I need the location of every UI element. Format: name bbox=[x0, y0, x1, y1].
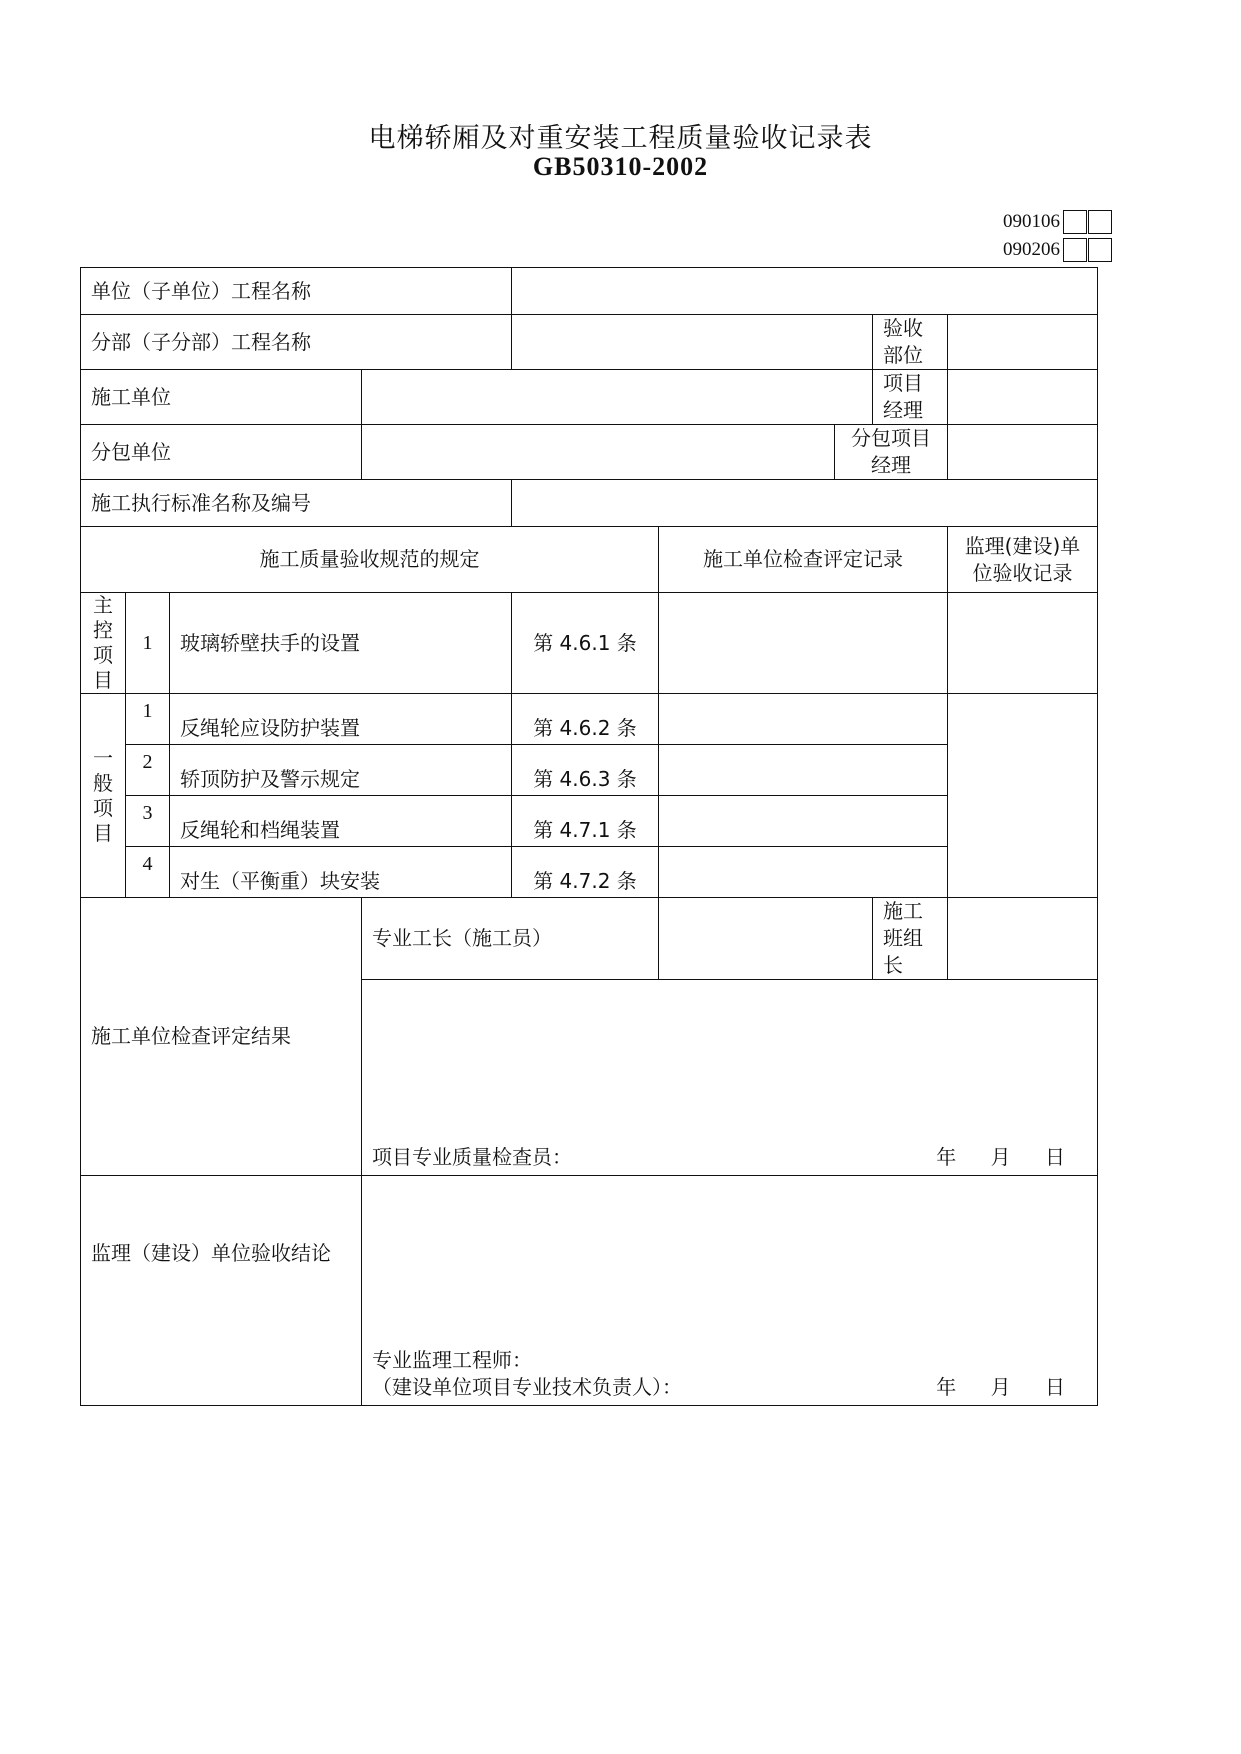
result-label: 施工单位检查评定结果 bbox=[81, 898, 362, 1176]
spec-column-header: 施工质量验收规范的规定 bbox=[81, 527, 659, 593]
item-clause: 第 4.6.3 条 bbox=[512, 745, 659, 796]
code-checkbox[interactable] bbox=[1063, 238, 1087, 262]
inspector-label: 项目专业质量检查员： bbox=[372, 1145, 572, 1169]
form-title: 电梯轿厢及对重安装工程质量验收记录表 bbox=[368, 123, 873, 154]
project-manager-field[interactable] bbox=[948, 370, 1098, 425]
subcontract-unit-label: 分包单位 bbox=[81, 425, 362, 480]
form-code-row-2 bbox=[990, 238, 1112, 262]
item-supervision-record[interactable] bbox=[948, 593, 1098, 694]
code-checkbox[interactable] bbox=[1088, 238, 1112, 262]
unit-project-name-field[interactable] bbox=[512, 268, 1098, 315]
category-char: 项 bbox=[93, 643, 113, 667]
item-check-record[interactable] bbox=[659, 847, 948, 898]
conclusion-signature-area[interactable] bbox=[362, 1176, 1098, 1406]
standard-name-field[interactable] bbox=[512, 480, 1098, 527]
engineer-label: 专业监理工程师： bbox=[372, 1348, 532, 1372]
form-code-row-1 bbox=[990, 210, 1112, 234]
item-number: 1 bbox=[126, 593, 170, 694]
item-check-record[interactable] bbox=[659, 694, 948, 745]
subcontract-manager-label: 分包项目经理 bbox=[835, 425, 948, 480]
subcontract-manager-field[interactable] bbox=[948, 425, 1098, 480]
item-check-record[interactable] bbox=[659, 796, 948, 847]
general-category bbox=[81, 694, 126, 898]
item-number: 4 bbox=[126, 847, 170, 898]
category-char: 控 bbox=[93, 618, 113, 642]
unit-project-name-label: 单位（子单位）工程名称 bbox=[81, 268, 512, 315]
category-char: 项 bbox=[93, 795, 113, 820]
item-name: 玻璃轿壁扶手的设置 bbox=[170, 593, 512, 694]
item-clause: 第 4.7.1 条 bbox=[512, 796, 659, 847]
project-manager-label: 项目经理 bbox=[873, 370, 948, 425]
construction-unit-label: 施工单位 bbox=[81, 370, 362, 425]
check-record-column-header: 施工单位检查评定记录 bbox=[659, 527, 948, 593]
item-clause: 第 4.6.1 条 bbox=[512, 593, 659, 694]
category-char: 般 bbox=[93, 770, 113, 795]
item-clause: 第 4.6.2 条 bbox=[512, 694, 659, 745]
owner-label: （建设单位项目专业技术负责人）： bbox=[372, 1375, 682, 1399]
category-char: 目 bbox=[93, 668, 113, 692]
item-number: 1 bbox=[126, 694, 170, 745]
code-checkbox[interactable] bbox=[1088, 210, 1112, 234]
conclusion-label: 监理（建设）单位验收结论 bbox=[81, 1176, 362, 1406]
code-checkbox[interactable] bbox=[1063, 210, 1087, 234]
date-month: 月 bbox=[990, 1375, 1011, 1399]
main-control-category bbox=[81, 593, 126, 694]
category-char: 主 bbox=[93, 593, 113, 617]
conclusion-date bbox=[908, 1374, 1065, 1401]
item-check-record[interactable] bbox=[659, 593, 948, 694]
supervision-column-header bbox=[948, 527, 1098, 593]
form-code: 090106 bbox=[1003, 211, 1060, 232]
category-char: 目 bbox=[93, 820, 113, 845]
item-number: 2 bbox=[126, 745, 170, 796]
date-day: 日 bbox=[1045, 1145, 1065, 1169]
result-signature-line bbox=[372, 1144, 1087, 1171]
acceptance-part-field[interactable] bbox=[948, 315, 1098, 370]
form-code: 090206 bbox=[1003, 239, 1060, 260]
item-name: 轿顶防护及警示规定 bbox=[170, 745, 512, 796]
date-year: 年 bbox=[936, 1145, 957, 1169]
general-supervision-record[interactable] bbox=[948, 694, 1098, 898]
standard-code: GB50310-2002 bbox=[532, 152, 709, 181]
conclusion-signature-line bbox=[372, 1374, 1087, 1401]
category-char: 一 bbox=[93, 745, 113, 770]
date-month: 月 bbox=[990, 1145, 1011, 1169]
item-name: 对生（平衡重）块安装 bbox=[170, 847, 512, 898]
foreman-label: 专业工长（施工员） bbox=[362, 898, 659, 980]
foreman-field[interactable] bbox=[659, 898, 873, 980]
acceptance-part-label: 验收部位 bbox=[873, 315, 948, 370]
acceptance-form-table bbox=[80, 267, 1098, 1406]
standard-name-label: 施工执行标准名称及编号 bbox=[81, 480, 512, 527]
subcontract-unit-field[interactable] bbox=[362, 425, 835, 480]
team-leader-field[interactable] bbox=[948, 898, 1098, 980]
date-day: 日 bbox=[1045, 1375, 1065, 1399]
item-clause: 第 4.7.2 条 bbox=[512, 847, 659, 898]
supervision-header-line: 监理(建设)单 bbox=[964, 533, 1081, 558]
item-name: 反绳轮应设防护装置 bbox=[170, 694, 512, 745]
division-project-name-label: 分部（子分部）工程名称 bbox=[81, 315, 512, 370]
item-number: 3 bbox=[126, 796, 170, 847]
result-date bbox=[908, 1144, 1065, 1171]
result-signature-area[interactable] bbox=[362, 980, 1098, 1176]
item-check-record[interactable] bbox=[659, 745, 948, 796]
item-name: 反绳轮和档绳装置 bbox=[170, 796, 512, 847]
supervision-header-line: 位验收记录 bbox=[972, 560, 1073, 585]
team-leader-label: 施工班组长 bbox=[873, 898, 948, 980]
construction-unit-field[interactable] bbox=[362, 370, 873, 425]
date-year: 年 bbox=[936, 1375, 957, 1399]
division-project-name-field[interactable] bbox=[512, 315, 873, 370]
